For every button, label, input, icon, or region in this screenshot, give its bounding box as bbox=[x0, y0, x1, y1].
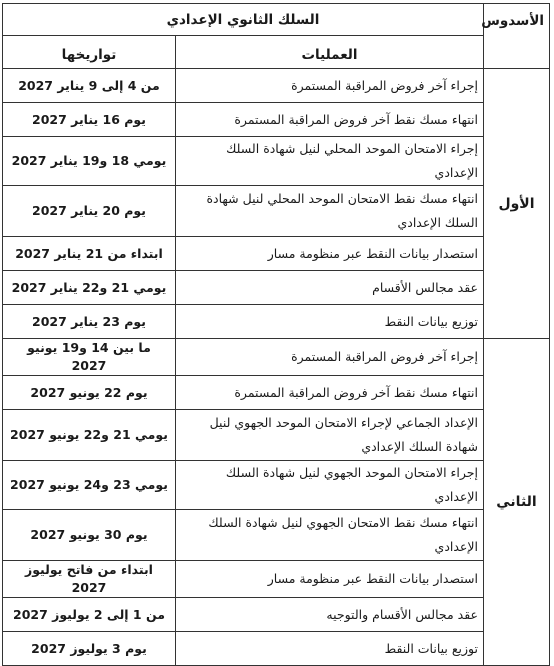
table-row bbox=[2, 271, 549, 305]
operation-cell: إجراء الامتحان الموحد الجهوي لنيل شهادة السلك الإعدادي bbox=[176, 461, 484, 510]
operation-cell: توزيع بيانات النقط bbox=[176, 305, 484, 339]
date-cell: من 4 إلى 9 يناير 2027 bbox=[2, 69, 175, 103]
date-cell: ما بين 14 و19 يونيو 2027 bbox=[2, 339, 175, 376]
date-cell: يوم 20 يناير 2027 bbox=[2, 186, 175, 237]
operation-cell: الإعداد الجماعي لإجراء الامتحان الموحد الجهوي لنيل شهادة السلك الإعدادي bbox=[176, 410, 484, 461]
date-cell: ابتداء من 21 يناير 2027 bbox=[2, 237, 175, 271]
operation-cell: توزيع بيانات النقط bbox=[176, 632, 484, 666]
table-row bbox=[2, 103, 549, 137]
table-row bbox=[2, 69, 549, 103]
table-row bbox=[2, 137, 549, 186]
operation-cell: عقد مجالس الأقسام bbox=[176, 271, 484, 305]
operation-cell: انتهاء مسك نقط آخر فروض المراقبة المستمرة bbox=[176, 103, 484, 137]
date-cell: ابتداء من فاتح يوليوز 2027 bbox=[2, 561, 175, 598]
operations-column-header: العمليات bbox=[176, 36, 484, 69]
table-row bbox=[2, 376, 549, 410]
date-cell: يوم 30 يونيو 2027 bbox=[2, 510, 175, 561]
operation-cell: إجراء آخر فروض المراقبة المستمرة bbox=[176, 69, 484, 103]
semester-column-header: الأسدوس bbox=[484, 4, 550, 69]
operation-cell: إجراء آخر فروض المراقبة المستمرة bbox=[176, 339, 484, 376]
table-row bbox=[2, 510, 549, 561]
date-cell: من 1 إلى 2 يوليوز 2027 bbox=[2, 598, 175, 632]
table-row bbox=[2, 461, 549, 510]
operation-cell: عقد مجالس الأقسام والتوجيه bbox=[176, 598, 484, 632]
semester-name-second: الثاني bbox=[484, 339, 550, 666]
table-row bbox=[2, 410, 549, 461]
date-cell: يومي 23 و24 يونيو 2027 bbox=[2, 461, 175, 510]
table-row bbox=[2, 186, 549, 237]
date-cell: يومي 21 و22 يونيو 2027 bbox=[2, 410, 175, 461]
operation-cell: استصدار بيانات النقط عبر منظومة مسار bbox=[176, 561, 484, 598]
cycle-title: السلك الثانوي الإعدادي bbox=[2, 4, 483, 36]
table-row bbox=[2, 632, 549, 666]
table-row bbox=[2, 305, 549, 339]
date-cell: يوم 16 يناير 2027 bbox=[2, 103, 175, 137]
date-cell: يوم 23 يناير 2027 bbox=[2, 305, 175, 339]
column-header-row bbox=[2, 36, 549, 69]
table-row bbox=[2, 237, 549, 271]
date-cell: يومي 18 و19 يناير 2027 bbox=[2, 137, 175, 186]
operation-cell: انتهاء مسك نقط الامتحان الموحد المحلي لنيل شهادة السلك الإعدادي bbox=[176, 186, 484, 237]
operation-cell: إجراء الامتحان الموحد المحلي لنيل شهادة السلك الإعدادي bbox=[176, 137, 484, 186]
operation-cell: استصدار بيانات النقط عبر منظومة مسار bbox=[176, 237, 484, 271]
schedule-table bbox=[2, 3, 550, 666]
date-cell: يومي 21 و22 يناير 2027 bbox=[2, 271, 175, 305]
operation-cell: انتهاء مسك نقط الامتحان الجهوي لنيل شهادة السلك الإعدادي bbox=[176, 510, 484, 561]
operation-cell: انتهاء مسك نقط آخر فروض المراقبة المستمرة bbox=[176, 376, 484, 410]
table-row bbox=[2, 598, 549, 632]
dates-column-header: تواريخها bbox=[2, 36, 175, 69]
table-row bbox=[2, 561, 549, 598]
table-header-row bbox=[2, 4, 549, 36]
semester-name-first: الأول bbox=[484, 69, 550, 339]
table-row bbox=[2, 339, 549, 376]
date-cell: يوم 22 يونيو 2027 bbox=[2, 376, 175, 410]
date-cell: يوم 3 يوليوز 2027 bbox=[2, 632, 175, 666]
